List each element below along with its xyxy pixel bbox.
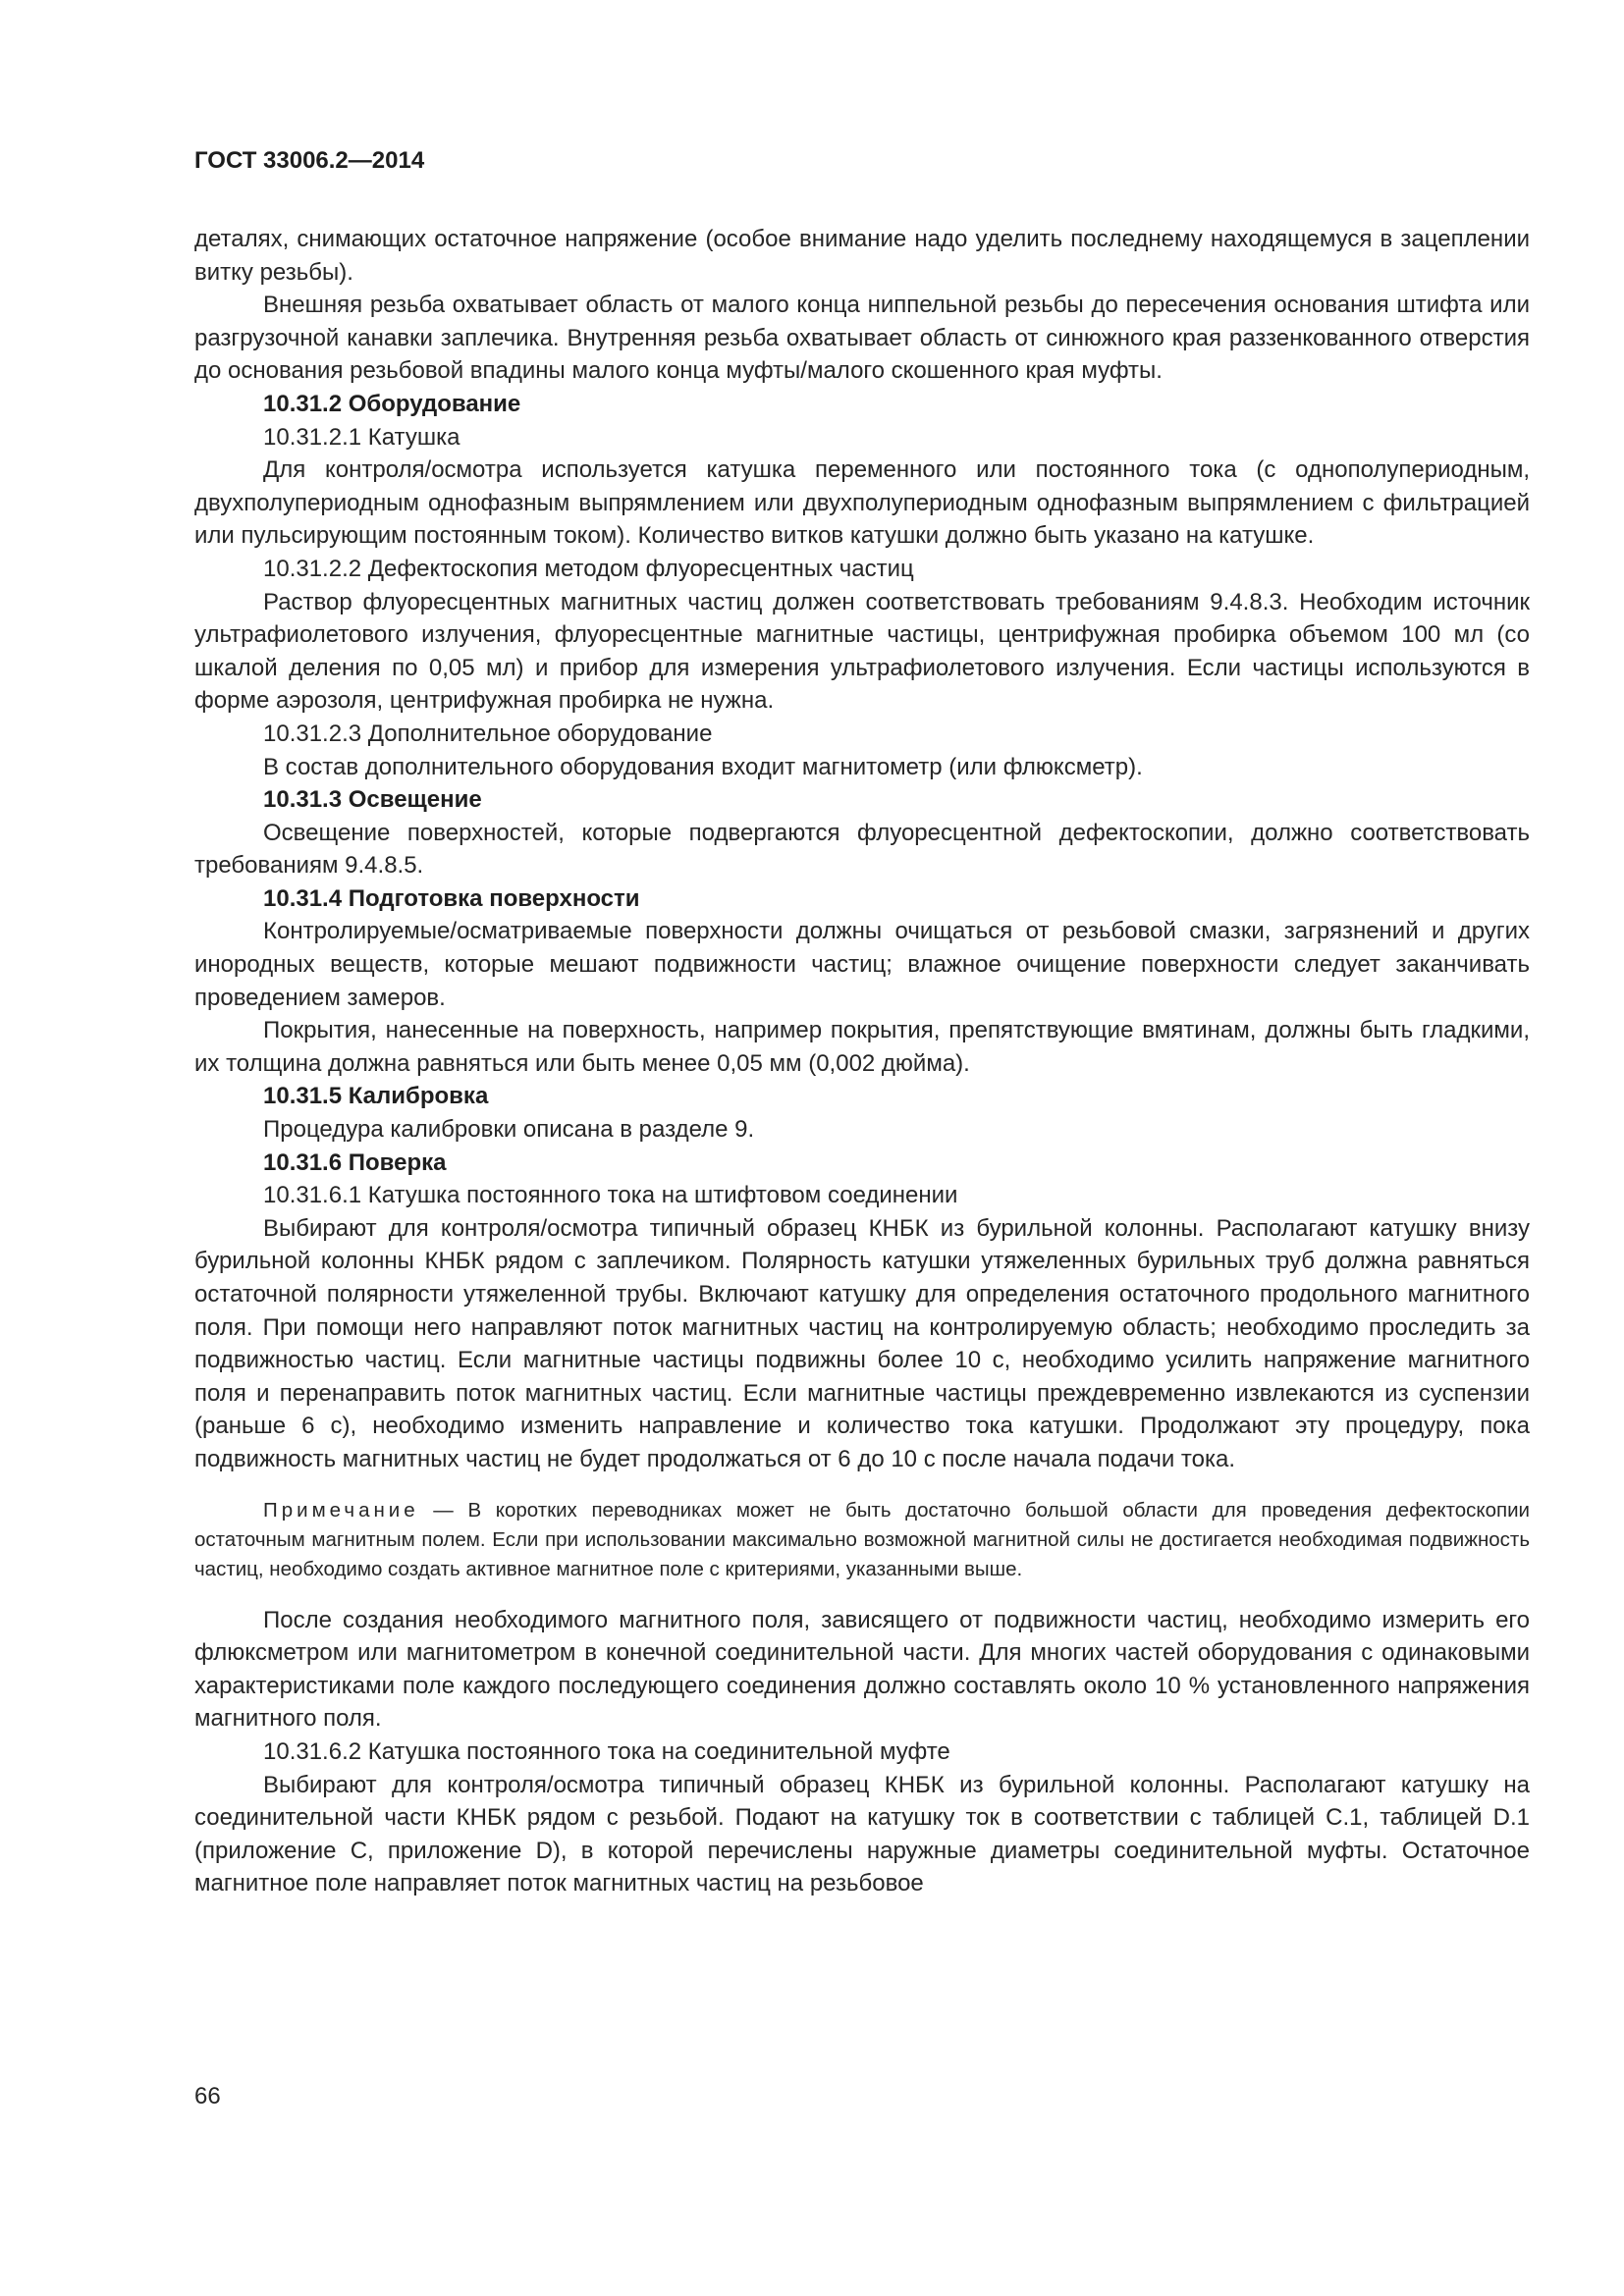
paragraph: Раствор флуоресцентных магнитных частиц должен соответствовать требованиям 9.4.8.3. Необходим источник ультрафиолетового излучения, флуоресцентные магнитные частицы, центрифужная пробирка объемом 100 мл (со шкалой деления по 0,05 мл) и прибор для измерения ультрафиолетового излучения. Если частицы используются в форме аэрозоля, центрифужная пробирка не нужна. (194, 588, 1530, 715)
paragraph: После создания необходимого магнитного поля, зависящего от подвижности частиц, необходимо измерить его флюксметром или магнитометром в конечной соединительной части. Для многих частей оборудования с одинаковыми характеристиками поле каждого последующего соединения должно составлять около 10 % установленного напряжения магнитного поля. (194, 1606, 1530, 1733)
paragraph: 10.31.6.2 Катушка постоянного тока на соединительной муфте (263, 1737, 950, 1765)
paragraph: Внешняя резьба охватывает область от малого конца ниппельной резьбы до пересечения основания штифта или разгрузочной канавки заплечика. Внутренняя резьба охватывает область от синюжного края раззенкованного отверстия до основания резьбовой впадины малого конца муфты/малого скошенного края муфты. (194, 292, 1530, 385)
paragraph: В состав дополнительного оборудования входит магнитометр (или флюксметр). (263, 753, 1143, 780)
paragraph: Покрытия, нанесенные на поверхность, например покрытия, препятствующие вмятинам, должны быть гладкими, их толщина должна равняться или быть менее 0,05 мм (0,002 дюйма). (194, 1017, 1530, 1077)
paragraph-group-main (194, 223, 1530, 1476)
document-body (194, 223, 1530, 1900)
paragraph: 10.31.2.2 Дефектоскопия методом флуоресцентных частиц (263, 555, 914, 582)
page-number: 66 (194, 2083, 221, 2109)
section-heading: 10.31.6 Поверка (263, 1148, 447, 1176)
paragraph: Контролируемые/осматриваемые поверхности должны очищаться от резьбовой смазки, загрязнений и других инородных веществ, которые мешают подвижности частиц; влажное очищение поверхности следует заканчивать проведением замеров. (194, 918, 1530, 1011)
section-heading: 10.31.4 Подготовка поверхности (263, 884, 640, 912)
note-block (194, 1496, 1530, 1584)
section-heading: 10.31.3 Освещение (263, 786, 482, 814)
paragraph: Выбирают для контроля/осмотра типичный образец КНБК из бурильной колонны. Располагают катушку на соединительной части КНБК рядом с резьбой. Подают на катушку ток в соответствии с таблицей С.1, таблицей D.1 (приложение С, приложение D), в которой перечислены наружные диаметры соединительной муфты. Остаточное магнитное поле направляет поток магнитных частиц на резьбовое (194, 1771, 1530, 1897)
note-label: Примечание (263, 1498, 419, 1522)
paragraph: 10.31.6.1 Катушка постоянного тока на штифтовом соединении (263, 1182, 958, 1209)
paragraph-group-after-note (194, 1604, 1530, 1900)
paragraph: Процедура калибровки описана в разделе 9. (263, 1116, 755, 1144)
paragraph: 10.31.2.3 Дополнительное оборудование (263, 720, 713, 747)
note-text: — В коротких переводниках может не быть достаточно большой области для проведения дефектоскопии остаточным магнитным полем. Если при использовании максимально возможной магнитной силы не достигается необходимая подвижность частиц, необходимо создать активное магнитное поле с критериями, указанными выше. (194, 1498, 1530, 1580)
section-heading: 10.31.5 Калибровка (263, 1083, 489, 1110)
paragraph: 10.31.2.1 Катушка (263, 423, 460, 451)
document-header: ГОСТ 33006.2—2014 (194, 147, 425, 174)
paragraph: Выбирают для контроля/осмотра типичный образец КНБК из бурильной колонны. Располагают катушку внизу бурильной колонны КНБК рядом с заплечиком. Полярность катушки утяжеленных бурильных труб должна равняться остаточной полярности утяжеленной трубы. Включают катушку для определения остаточного продольного магнитного поля. При помощи него направляют поток магнитных частиц на контролируемую область; необходимо проследить за подвижностью частиц. Если магнитные частицы подвижны более 10 с, необходимо усилить напряжение магнитного поля и перенаправить поток магнитных частиц. Если магнитные частицы преждевременно извлекаются из суспензии (раньше 6 с), необходимо изменить направление и количество тока катушки. Продолжают эту процедуру, пока подвижность магнитных частиц не будет продолжаться от 6 до 10 с после начала подачи тока. (194, 1214, 1530, 1472)
paragraph: деталях, снимающих остаточное напряжение (особое внимание надо уделить последнему находящемуся в зацеплении витку резьбы). (194, 226, 1530, 286)
paragraph: Освещение поверхностей, которые подвергаются флуоресцентной дефектоскопии, должно соответствовать требованиям 9.4.8.5. (194, 819, 1530, 880)
paragraph: Для контроля/осмотра используется катушка переменного или постоянного тока (с однополупериодным, двухполупериодным однофазным выпрямлением или двухполупериодным однофазным выпрямлением с фильтрацией или пульсирующим постоянным током). Количество витков катушки должно быть указано на катушке. (194, 456, 1530, 550)
section-heading: 10.31.2 Оборудование (263, 390, 521, 417)
